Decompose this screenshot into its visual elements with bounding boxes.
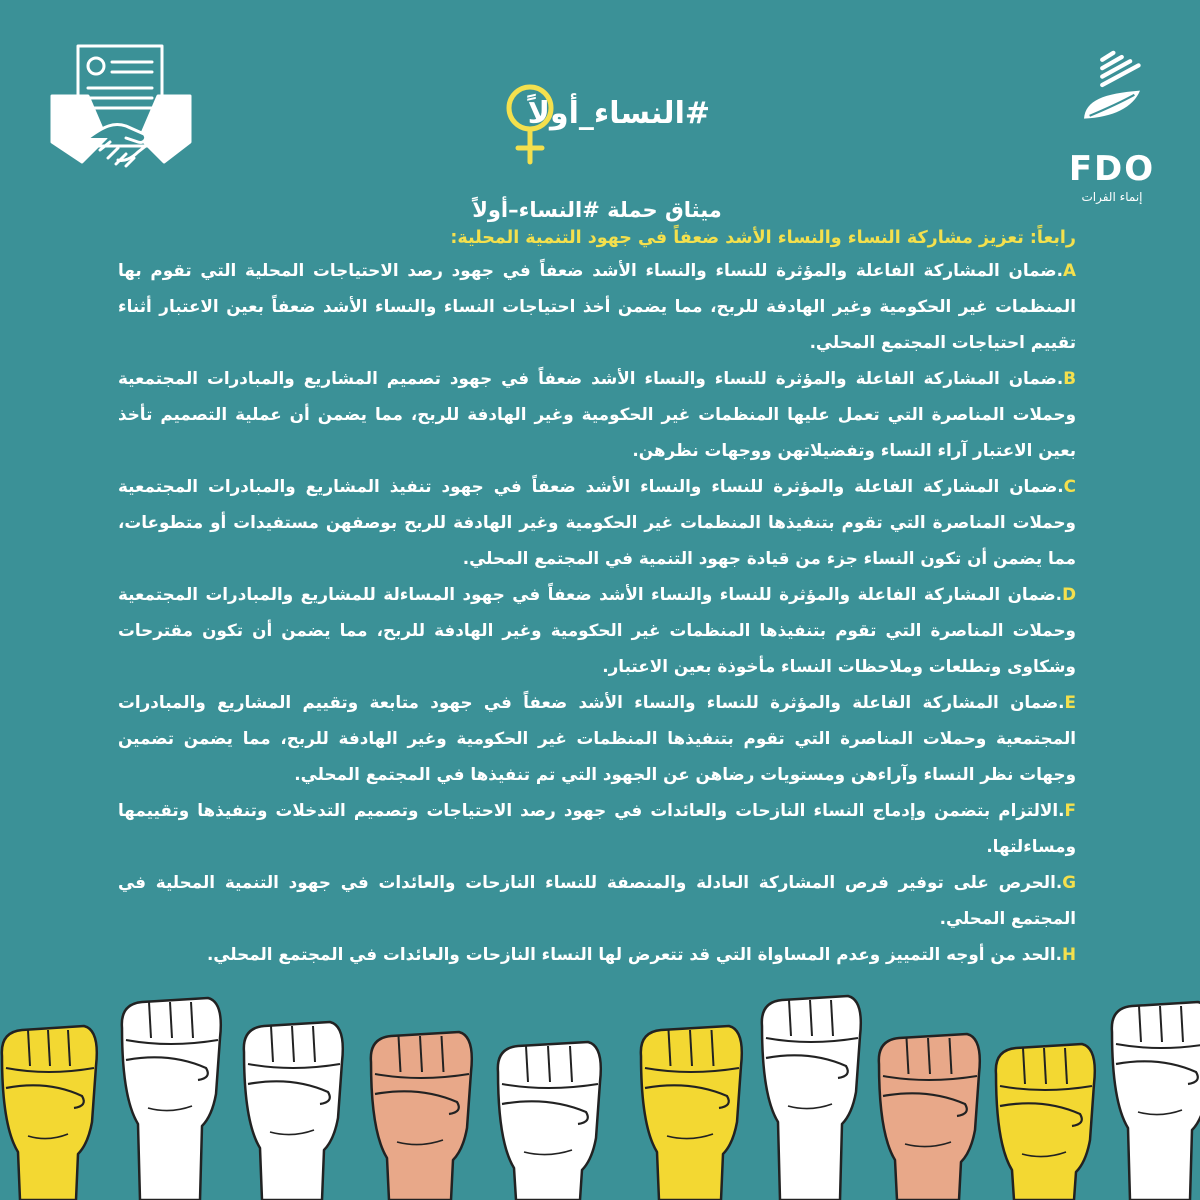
charter-content bbox=[118, 198, 1076, 972]
clause-list bbox=[118, 252, 1076, 972]
clause-text: .الالتزام بتضمن وإدماج النساء النازحات والعائدات في جهود رصد الاحتياجات وتصميم التدخلات وتنفيذها وتقييمها ومساءلتها. bbox=[118, 800, 1076, 856]
fist-icon bbox=[498, 1042, 601, 1200]
handshake-agreement-icon bbox=[48, 42, 198, 192]
clause-text: .الحرص على توفير فرص المشاركة العادلة والمنصفة للنساء النازحات والعائدات في جهود التنمية المحلية في المجتمع المحلي. bbox=[118, 872, 1076, 928]
clause-b bbox=[118, 360, 1076, 468]
clause-g bbox=[118, 864, 1076, 936]
clause-text: .ضمان المشاركة الفاعلة والمؤثرة للنساء والنساء الأشد ضعفاً في جهود تنفيذ المشاريع والمبادرات المجتمعية وحملات المناصرة التي تقوم بتنفيذها المنظمات غير الحكومية وغير الهادفة للربح بوصفهن مستفيدات أو متطوعات، مما يضمن أن تكون النساء جزء من قيادة جهود التنمية في المجتمع المحلي. bbox=[118, 476, 1076, 568]
campaign-hashtag: #النساء_أولاً bbox=[527, 96, 710, 131]
clause-text: .الحد من أوجه التمييز وعدم المساواة التي قد تتعرض لها النساء النازحات والعائدات في المجتمع المحلي. bbox=[206, 944, 1062, 964]
clause-letter: E bbox=[1064, 692, 1076, 712]
clause-letter: D bbox=[1062, 584, 1076, 604]
org-name: FDO bbox=[1068, 149, 1156, 189]
org-logo bbox=[1064, 50, 1160, 204]
header bbox=[0, 0, 1200, 204]
clause-letter: H bbox=[1061, 944, 1076, 964]
clause-d bbox=[118, 576, 1076, 684]
clause-text: .ضمان المشاركة الفاعلة والمؤثرة للنساء والنساء الأشد ضعفاً في جهود رصد الاحتياجات المحلية التي تقوم بها المنظمات غير الحكومية وغير الهادفة للربح، مما يضمن أخذ احتياجات النساء والنساء الأشد ضعفاً بعين الاعتبار أثناء تقييم احتياجات المجتمع المحلي. bbox=[118, 260, 1076, 352]
campaign-logo bbox=[500, 78, 710, 168]
section-heading: رابعاً: تعزيز مشاركة النساء والنساء الأشد ضعفاً في جهود التنمية المحلية: bbox=[450, 228, 1076, 248]
fist-icon bbox=[879, 1034, 980, 1200]
org-subtitle: إنماء الفرات bbox=[1081, 190, 1143, 204]
fist-icon bbox=[641, 1026, 742, 1200]
fist-icon bbox=[2, 1026, 97, 1200]
clause-h bbox=[118, 936, 1076, 972]
fist-icon bbox=[371, 1032, 472, 1200]
clause-text: .ضمان المشاركة الفاعلة والمؤثرة للنساء والنساء الأشد ضعفاً في جهود المساءلة للمشاريع والمبادرات المجتمعية وحملات المناصرة التي تقوم بتنفيذها المنظمات غير الحكومية وغير الهادفة للربح، مما يضمن أن تكون مقترحات وشكاوى وتطلعات وملاحظات النساء مأخوذة بعين الاعتبار. bbox=[118, 584, 1076, 676]
clause-letter: C bbox=[1063, 476, 1076, 496]
clause-e bbox=[118, 684, 1076, 792]
clause-letter: B bbox=[1063, 368, 1076, 388]
clause-letter: F bbox=[1064, 800, 1076, 820]
fist-icon bbox=[762, 996, 861, 1200]
clause-text: .ضمان المشاركة الفاعلة والمؤثرة للنساء والنساء الأشد ضعفاً في جهود متابعة وتقييم المشاريع والمبادرات المجتمعية وحملات المناصرة التي تقوم بتنفيذها المنظمات غير الحكومية وغير الهادفة للربح، مما يضمن تضمين وجهات نظر النساء وآراءهن ومستويات رضاهن عن الجهود التي تم تنفيذها في المجتمع المحلي. bbox=[118, 692, 1076, 784]
page-title: ميثاق حملة #النساء–أولاً bbox=[472, 198, 722, 222]
clause-letter: A bbox=[1063, 260, 1076, 280]
fist-icon bbox=[996, 1044, 1095, 1200]
raised-fists-illustration bbox=[0, 990, 1200, 1200]
fist-icon bbox=[244, 1022, 343, 1200]
fist-icon bbox=[1112, 1002, 1200, 1200]
clause-text: .ضمان المشاركة الفاعلة والمؤثرة للنساء والنساء الأشد ضعفاً في جهود تصميم المشاريع والمبادرات المجتمعية وحملات المناصرة التي تعمل عليها المنظمات غير الحكومية وغير الهادفة للربح، مما يضمن أن عملية التصميم تأخذ بعين الاعتبار آراء النساء وتفضيلاتهن ووجهات نظرهن. bbox=[118, 368, 1076, 460]
clause-a bbox=[118, 252, 1076, 360]
fist-icon bbox=[122, 998, 221, 1200]
clause-c bbox=[118, 468, 1076, 576]
clause-letter: G bbox=[1062, 872, 1076, 892]
clause-f bbox=[118, 792, 1076, 864]
leaf-hand-icon bbox=[1064, 50, 1160, 120]
